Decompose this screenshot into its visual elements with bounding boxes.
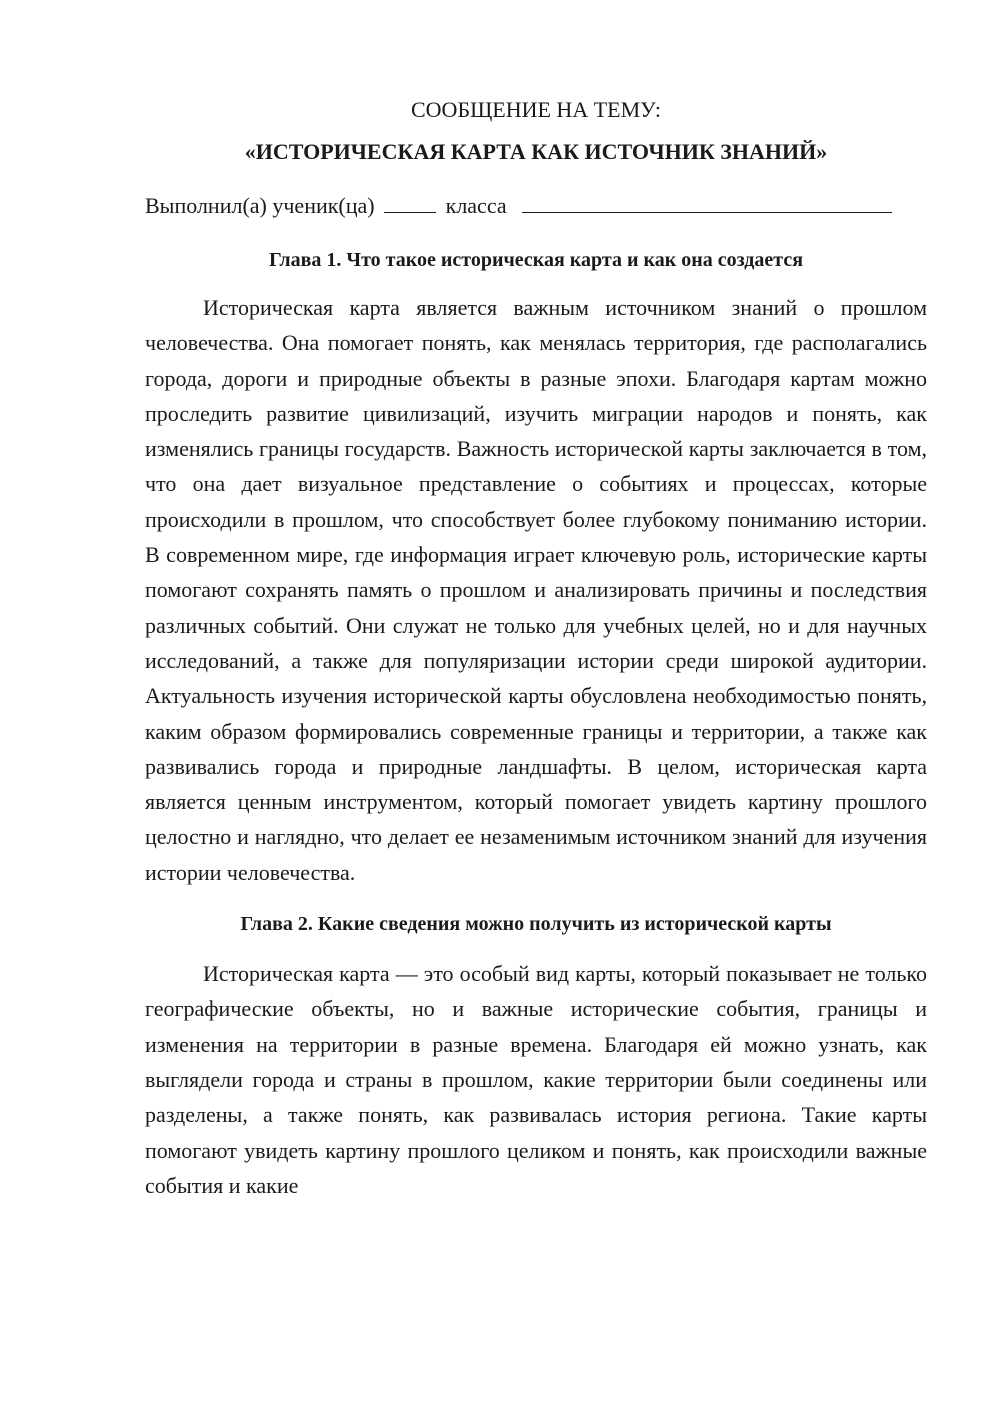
document-page: [145, 92, 927, 1203]
class-number-blank: [384, 190, 436, 213]
chapter-1-heading: Глава 1. Что такое историческая карта и как она создается: [268, 249, 804, 271]
chapter-2-heading: Глава 2. Какие сведения можно получить из исторической карты: [240, 913, 832, 936]
title-line-2: «ИСТОРИЧЕСКАЯ КАРТА КАК ИСТОЧНИК ЗНАНИЙ»: [244, 139, 828, 164]
author-class-word: класса: [445, 193, 507, 218]
chapter-1-text: Историческая карта является важным источником знаний о прошлом человечества. Она помогает понять, как менялась территория, где располагались города, дороги и природные объекты в разные эпохи. Благодаря картам можно проследить развитие цивилизаций, изучить миграции народов и понять, как изменялись границы государств. Важность исторической карты заключается в том, что она дает визуальное представление о событиях и процессах, которые происходили в прошлом, что способствует более глубокому пониманию истории. В современном мире, где информация играет ключевую роль, исторические карты помогают сохранять память о прошлом и анализировать причины и последствия различных событий. Они служат не только для учебных целей, но и для научных исследований, а также для популяризации истории среди широкой аудитории. Актуальность изучения исторической карты обусловлена необходимостью понять, каким образом формировались современные границы и территории, а также как развивались города и природные ландшафты. В целом, историческая карта является ценным инструментом, который помогает увидеть картину прошлого целостно и наглядно, что делает ее незаменимым источником знаний для изучения истории человечества.: [145, 295, 927, 885]
chapter-2-text: Историческая карта — это особый вид карты, который показывает не только географические объекты, но и важные исторические события, границы и изменения на территории в разные времена. Благодаря ей можно узнать, как выглядели города и страны в прошлом, какие территории были соединены или разделены, а также понять, как развивалась история региона. Такие карты помогают увидеть картину прошлого целиком и понять, как происходили важные события и какие: [145, 961, 927, 1198]
title-line-1: СООБЩЕНИЕ НА ТЕМУ:: [411, 97, 661, 122]
student-name-blank: [522, 190, 892, 213]
author-prefix: Выполнил(а) ученик(ца): [145, 193, 375, 218]
author-line: [145, 188, 927, 223]
